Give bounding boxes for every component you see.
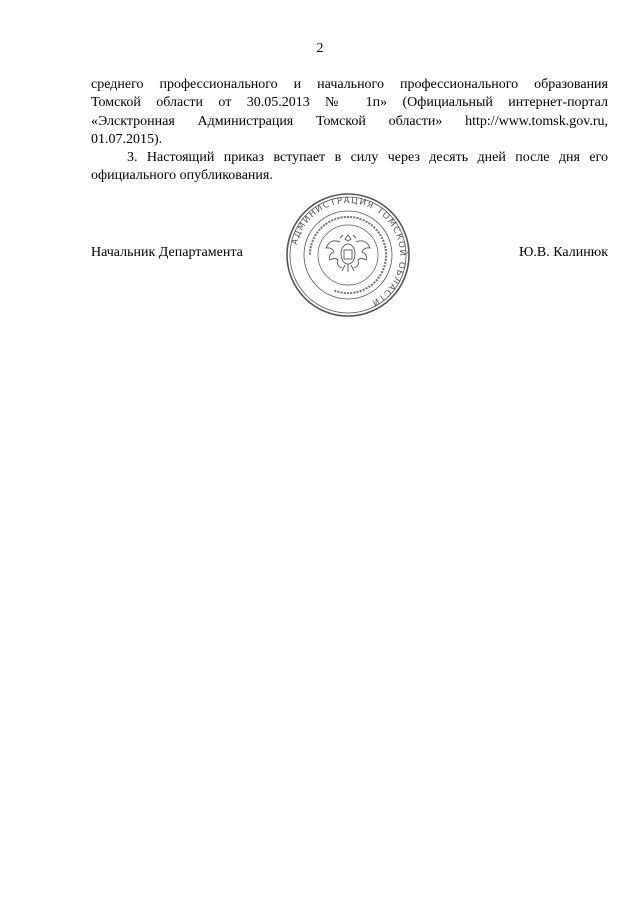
signatory-name: Ю.В. Калинюк — [519, 245, 608, 260]
text-line: «Элсктронная Администрация Томской области» http://www.tomsk.gov.ru, — [91, 113, 608, 129]
paragraph-continuation — [91, 76, 608, 149]
text-line: среднего профессионального и начального профессионального образования — [91, 77, 608, 92]
text-line: Томской области от 30.05.2013 № 1п» (Официальный интернет-портал — [91, 95, 608, 111]
official-seal — [285, 192, 411, 318]
document-body — [91, 76, 608, 186]
coat-of-arms-icon — [326, 235, 370, 272]
text-line: 3. Настоящий приказ вступает в силу через десять дней после дня его — [127, 150, 608, 166]
text-line: официального опубликования. — [91, 168, 273, 184]
seal-icon — [285, 192, 411, 318]
svg-text:▪▪▪▪▪▪▪▪▪▪▪▪▪▪▪▪▪▪▪▪▪▪▪▪▪▪▪▪▪▪: ▪▪▪▪▪▪▪▪▪▪▪▪▪▪▪▪▪▪▪▪▪▪▪▪▪▪▪▪▪▪▪▪▪▪▪▪▪▪▪▪▪▪▪▪▪▪▪▪▪▪▪▪▪▪▪▪▪▪▪▪ — [306, 213, 390, 297]
seal-outer-text: АДМИНИСТРАЦИЯ ТОМСКОЙ ОБЛАСТИ — [290, 195, 408, 309]
page-number: 2 — [316, 41, 324, 56]
text-line: 01.07.2015). — [91, 131, 163, 147]
paragraph-3 — [91, 149, 608, 186]
signatory-position: Начальник Департамента — [91, 245, 243, 260]
